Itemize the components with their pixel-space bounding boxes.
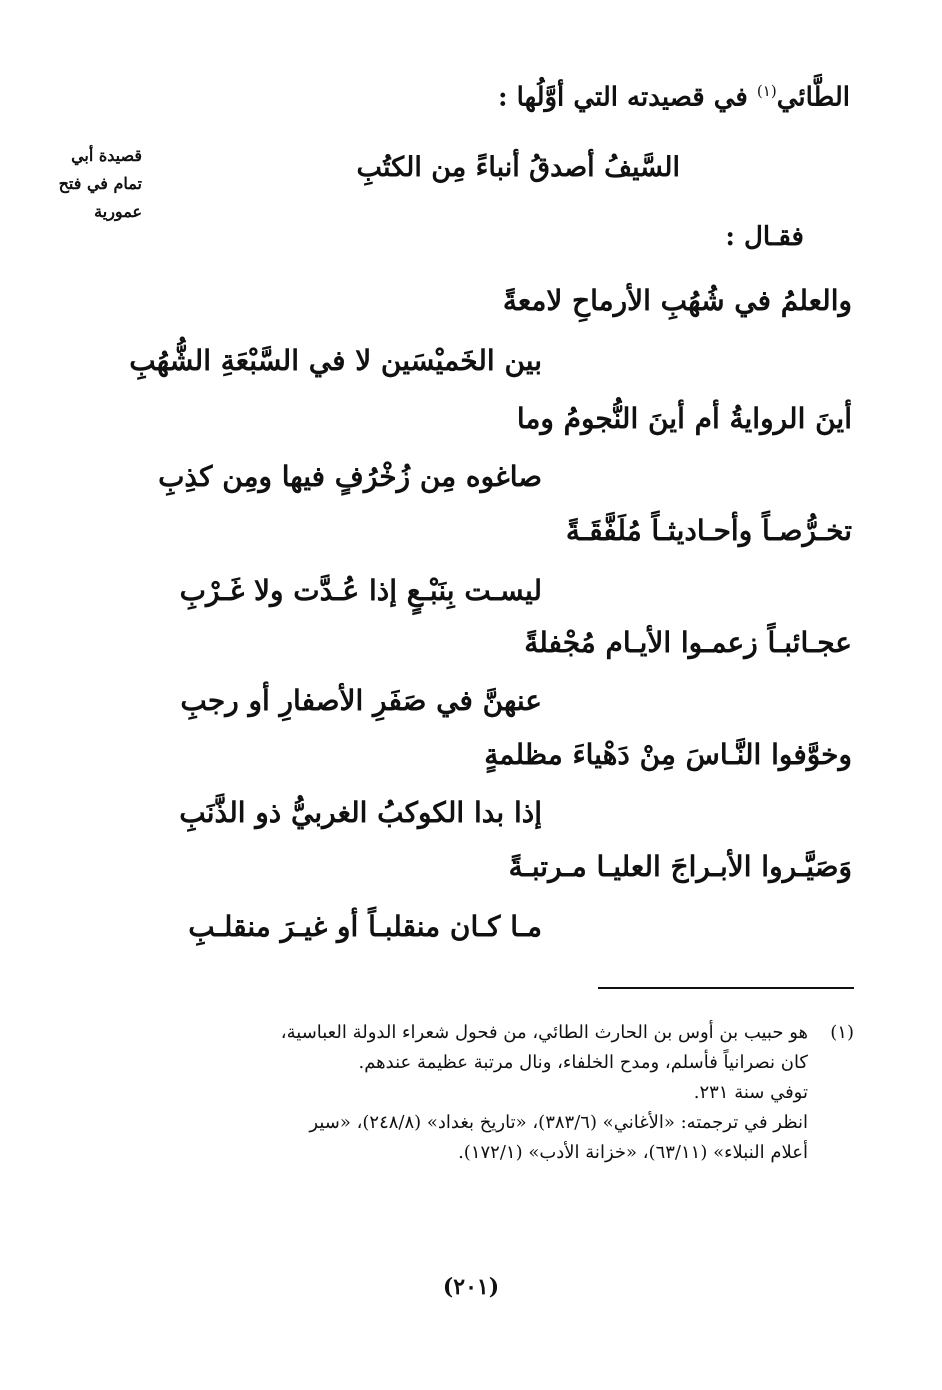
intro-name: الطَّائي bbox=[776, 82, 850, 113]
footnote-line: هو حبيب بن أوس بن الحارث الطائي، من فحول شعراء الدولة العباسية، bbox=[280, 1022, 808, 1043]
qala-label: فقـال : bbox=[725, 222, 804, 252]
margin-note-line: تمام في فتح bbox=[58, 174, 142, 193]
footnote-line: انظر في ترجمته: «الأغاني» (٣٨٣/٦)، «تاريخ بغداد» (٢٤٨/٨)، «سير bbox=[309, 1112, 808, 1133]
page-number: (٢٠١) bbox=[442, 1274, 500, 1300]
margin-note-line: قصيدة أبي bbox=[71, 146, 142, 165]
verse-line: ليسـت بِنَبْـعٍ إذا عُـدَّت ولا غَـرْبِ bbox=[179, 574, 542, 607]
verse-line: بين الخَميْسَين لا في السَّبْعَةِ الشُّهُبِ bbox=[129, 344, 542, 377]
margin-note-line: عمورية bbox=[94, 202, 142, 221]
verse-line: وَصَيَّـروا الأبـراجَ العليـا مـرتبـةً bbox=[508, 850, 852, 883]
footnote-line: توفي سنة ٢٣١. bbox=[693, 1082, 808, 1103]
verse-line: وخوَّفوا النَّـاسَ مِنْ دَهْياءَ مظلمةٍ bbox=[484, 738, 852, 771]
verse-line: إذا بدا الكوكبُ الغربيُّ ذو الذَّنَبِ bbox=[179, 796, 542, 829]
footnote-number: (١) bbox=[830, 1022, 854, 1043]
intro-rest: في قصيدته التي أوَّلُها : bbox=[498, 82, 748, 113]
verse-line: صاغوه مِن زُخْرُفٍ فيها ومِن كذِبِ bbox=[158, 460, 542, 493]
verse-line: عنهنَّ في صَفَرِ الأصفارِ أو رجبِ bbox=[180, 684, 542, 717]
margin-note bbox=[32, 142, 142, 226]
title-verse: السَّيفُ أصدقُ أنباءً مِن الكتُبِ bbox=[356, 152, 680, 183]
footnote-body bbox=[158, 1018, 808, 1168]
verse-line: عجـائبـاً زعمـوا الأيـام مُجْفلةً bbox=[524, 626, 852, 659]
verse-line: مـا كـان منقلبـاً أو غيـرَ منقلـبِ bbox=[188, 910, 542, 943]
footnote-line: كان نصرانياً فأسلم، ومدح الخلفاء، ونال مرتبة عظيمة عندهم. bbox=[358, 1052, 808, 1073]
verse-line: تخـرُّصـاً وأحـاديثـاً مُلَفَّقَـةً bbox=[565, 514, 852, 547]
footnote-line: أعلام النبلاء» (٦٣/١١)، «خزانة الأدب» (١٧٢/١). bbox=[458, 1142, 808, 1163]
verse-line: أينَ الروايةُ أم أينَ النُّجومُ وما bbox=[516, 402, 852, 435]
intro-line bbox=[498, 82, 850, 113]
footnote-divider bbox=[598, 987, 854, 989]
footnote-ref: (١) bbox=[756, 82, 777, 100]
verse-line: والعلمُ في شُهُبِ الأرماحِ لامعةً bbox=[502, 284, 852, 317]
